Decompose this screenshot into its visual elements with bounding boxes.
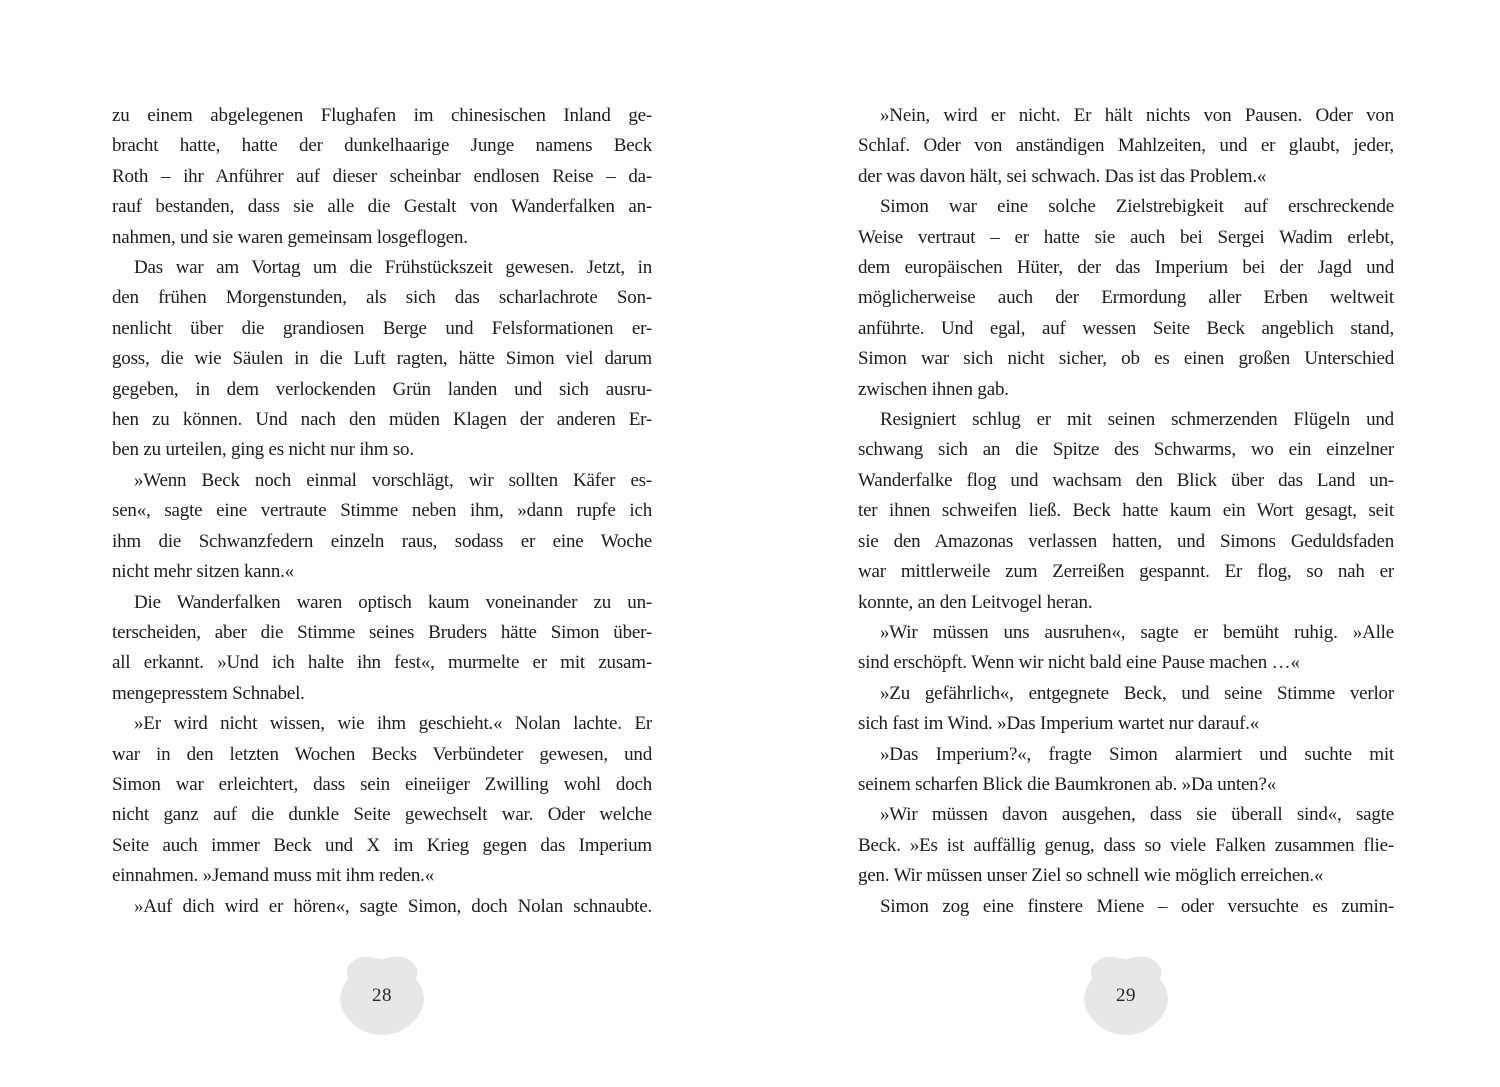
- paragraph: [112, 709, 652, 891]
- text-line: zu einem abgelegenen Flughafen im chinesischen Inland ge-: [112, 105, 652, 126]
- text-line: nicht ganz auf die dunkle Seite gewechselt war. Oder welche: [112, 804, 652, 826]
- text-line: war in den letzten Wochen Becks Verbündeter gewesen, und: [112, 743, 652, 765]
- text-line: »Auf dich wird er hören«, sagte Simon, doch Nolan schnaubte.: [134, 895, 652, 917]
- text-line: der was davon hält, sei schwach. Das ist das Problem.«: [858, 165, 1267, 187]
- text-line: »Das Imperium?«, fragte Simon alarmiert und suchte mit: [880, 743, 1394, 765]
- text-line: »Nein, wird er nicht. Er hält nichts von Pausen. Oder von: [880, 105, 1394, 126]
- text-line: all erkannt. »Und ich halte ihn fest«, murmelte er mit zusam-: [112, 652, 652, 674]
- text-line: Das war am Vortag um die Frühstückszeit gewesen. Jetzt, in: [134, 257, 652, 279]
- text-line: sen«, sagte eine vertraute Stimme neben ihm, »dann rupfe ich: [112, 500, 652, 522]
- text-line: zwischen ihnen gab.: [858, 378, 1009, 400]
- text-line: war mittlerweile zum Zerreißen gespannt. Er flog, so nah er: [858, 561, 1394, 583]
- text-line: »Er wird nicht wissen, wie ihm geschieht.« Nolan lachte. Er: [134, 713, 652, 735]
- text-line: möglicherweise auch der Ermordung aller Erben weltweit: [858, 287, 1394, 309]
- paragraph: [858, 740, 1394, 801]
- paragraph: [112, 588, 652, 710]
- paragraph: [858, 101, 1394, 192]
- text-line: gegeben, in dem verlockenden Grün landen und sich ausru-: [112, 378, 652, 400]
- text-line: bracht hatte, hatte der dunkelhaarige Junge namens Beck: [112, 135, 652, 157]
- paragraph: [858, 892, 1394, 922]
- text-line: Wanderfalke flog und wachsam den Blick über das Land un-: [858, 469, 1394, 491]
- page-text-right: [858, 101, 1394, 922]
- text-line: Simon war eine solche Zielstrebigkeit auf erschreckende: [880, 196, 1394, 218]
- text-line: Roth – ihr Anführer auf dieser scheinbar endlosen Reise – da-: [112, 165, 652, 187]
- text-line: »Wenn Beck noch einmal vorschlägt, wir sollten Käfer es-: [134, 469, 652, 491]
- page-right: [750, 0, 1500, 1087]
- text-line: Die Wanderfalken waren optisch kaum voneinander zu un-: [134, 591, 652, 613]
- text-line: Beck. »Es ist auffällig genug, dass so viele Falken zusammen flie-: [858, 834, 1394, 856]
- paragraph: [112, 253, 652, 466]
- page-footer-left: [332, 952, 432, 1040]
- text-line: mengepresstem Schnabel.: [112, 682, 305, 704]
- text-line: nahmen, und sie waren gemeinsam losgeflogen.: [112, 226, 468, 248]
- text-line: nenlicht über die grandiosen Berge und Felsformationen er-: [112, 317, 652, 339]
- paragraph: [858, 679, 1394, 740]
- text-line: Simon zog eine finstere Miene – oder versuchte es zumin-: [880, 895, 1394, 917]
- paragraph: [858, 618, 1394, 679]
- paragraph: [112, 101, 652, 253]
- text-line: goss, die wie Säulen in die Luft ragten, hätte Simon viel darum: [112, 348, 652, 370]
- text-line: seinem scharfen Blick die Baumkronen ab. »Da unten?«: [858, 773, 1277, 795]
- text-line: »Zu gefährlich«, entgegnete Beck, und seine Stimme verlor: [880, 682, 1394, 704]
- page-number: 28: [372, 985, 392, 1006]
- text-line: ben zu urteilen, ging es nicht nur ihm so.: [112, 439, 414, 461]
- page-number: 29: [1116, 985, 1136, 1006]
- text-line: Schlaf. Oder von anständigen Mahlzeiten, und er glaubt, jeder,: [858, 135, 1394, 157]
- text-line: hen zu können. Und nach den müden Klagen der anderen Er-: [112, 409, 652, 431]
- text-line: schwang sich an die Spitze des Schwarms, wo ein einzelner: [858, 439, 1394, 461]
- text-line: »Wir müssen uns ausruhen«, sagte er bemüht ruhig. »Alle: [880, 621, 1394, 643]
- page-text-left: [112, 101, 652, 922]
- paragraph: [858, 405, 1394, 618]
- text-line: terscheiden, aber die Stimme seines Bruders hätte Simon über-: [112, 621, 652, 643]
- text-line: Simon war sich nicht sicher, ob es einen großen Unterschied: [858, 348, 1394, 370]
- text-line: sie den Amazonas verlassen hatten, und Simons Geduldsfaden: [858, 530, 1394, 552]
- text-line: einnahmen. »Jemand muss mit ihm reden.«: [112, 865, 435, 887]
- text-line: Weise vertraut – er hatte sie auch bei Sergei Wadim erlebt,: [858, 226, 1394, 248]
- text-line: anführte. Und egal, auf wessen Seite Beck angeblich stand,: [858, 317, 1394, 339]
- text-line: gen. Wir müssen unser Ziel so schnell wie möglich erreichen.«: [858, 865, 1324, 887]
- paragraph: [112, 466, 652, 588]
- paragraph: [858, 192, 1394, 405]
- text-line: sind erschöpft. Wenn wir nicht bald eine Pause machen …«: [858, 652, 1300, 674]
- text-line: dem europäischen Hüter, der das Imperium bei der Jagd und: [858, 257, 1394, 279]
- text-line: sich fast im Wind. »Das Imperium wartet nur darauf.«: [858, 713, 1260, 735]
- paragraph: [858, 800, 1394, 891]
- text-line: rauf bestanden, dass sie alle die Gestalt von Wanderfalken an-: [112, 196, 652, 218]
- text-line: ter ihnen schweifen ließ. Beck hatte kaum ein Wort gesagt, seit: [858, 500, 1394, 522]
- text-line: den frühen Morgenstunden, als sich das scharlachrote Son-: [112, 287, 652, 309]
- paragraph: [112, 892, 652, 922]
- text-line: Seite auch immer Beck und X im Krieg gegen das Imperium: [112, 834, 652, 856]
- text-line: nicht mehr sitzen kann.«: [112, 561, 294, 583]
- text-line: konnte, an den Leitvogel heran.: [858, 591, 1093, 613]
- text-line: »Wir müssen davon ausgehen, dass sie überall sind«, sagte: [880, 804, 1394, 826]
- text-line: Resigniert schlug er mit seinen schmerzenden Flügeln und: [880, 409, 1394, 431]
- text-line: Simon war erleichtert, dass sein eineiiger Zwilling wohl doch: [112, 773, 652, 795]
- text-line: ihm die Schwanzfedern einzeln raus, sodass er eine Woche: [112, 530, 652, 552]
- page-footer-right: [1076, 952, 1176, 1040]
